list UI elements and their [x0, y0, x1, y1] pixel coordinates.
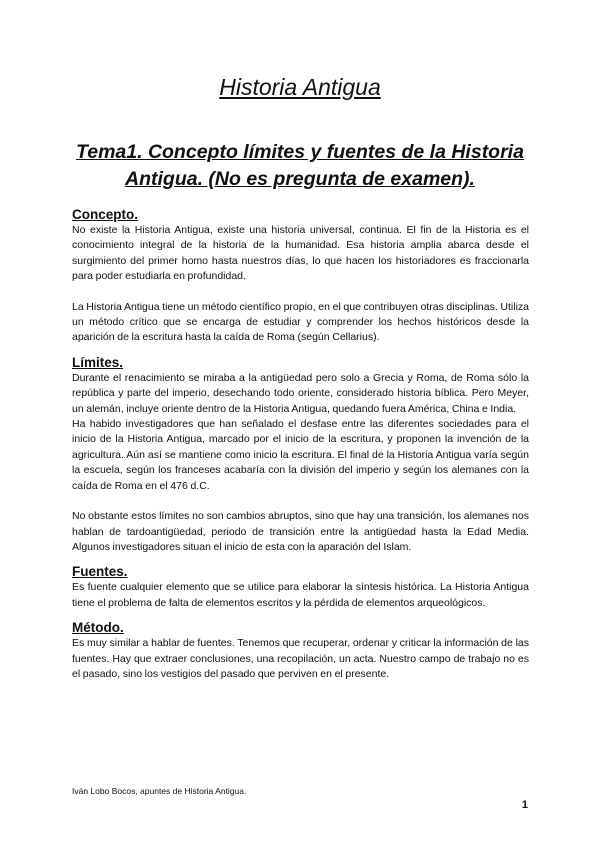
section-fuentes — [72, 563, 529, 611]
document-body — [72, 206, 529, 682]
section-heading: Límites. — [72, 354, 124, 370]
section-heading: Concepto. — [72, 207, 138, 222]
paragraph: Ha habido investigadores que han señalado el desfase entre las diferentes sociedades para el inicio de la Historia Antigua, marcado por el inicio de la escritura, y proponen la invención de la agricultura. Aún así se mantiene como inicio la escritura. El final de la Historia Antigua varía según la escuela, según los franceses acabaría con la división del imperio y según los alemanes con la caída de Roma en el 476 d.C. — [72, 418, 529, 492]
paragraph: No obstante estos límites no son cambios abruptos, sino que hay una transición, los alemanes nos hablan de tardoantigüedad, periodo de transición entre la antigüedad hasta la Edad Media. Algunos investigadores situan el inicio de esta con la aparación del Islam. — [72, 510, 529, 553]
section-heading: Método. — [72, 620, 124, 636]
section-limites — [72, 354, 529, 555]
section-heading: Fuentes. — [72, 564, 128, 580]
paragraph: Durante el renacimiento se miraba a la antigüedad pero solo a Grecia y Roma, de Roma sólo la república y parte del imperio, desechando todo oriente, considerado historia bíblica. Pero Meyer, un alemán, incluye oriente dentro de la Historia Antigua, quedando fuera América, China e India. — [72, 371, 529, 415]
footer-note: Iván Lobo Bocos, apuntes de Historia Antigua. — [72, 786, 247, 796]
section-metodo — [72, 619, 529, 682]
paragraph: No existe la Historia Antigua, existe una historia universal, continua. El fin de la Historia es el conocimiento integral de la historia de la humanidad. Esa historia amplia abarca desde el surgimiento del primer homo hasta nuestros días, lo que hacen los historiadores es fraccionarla para poder estudiarla en profundidad. — [72, 224, 529, 283]
topic-title: Tema1. Concepto límites y fuentes de la Historia Antigua. (No es pregunta de examen). — [76, 141, 524, 190]
document-title: Historia Antigua — [219, 74, 381, 100]
section-concepto — [72, 206, 529, 346]
paragraph: Es fuente cualquier elemento que se utilice para elaborar la síntesis histórica. La Historia Antigua tiene el problema de falta de elementos escritos y la pérdida de elementos arqueológicos. — [72, 581, 529, 609]
paragraph: Es muy similar a hablar de fuentes. Tenemos que recuperar, ordenar y criticar la información de las fuentes. Hay que extraer conclusiones, una recopilación, un acta. Nuestro campo de trabajo no es el pasado, sino los vestigios del pasado que perviven en el presente. — [72, 637, 529, 680]
paragraph: La Historia Antigua tiene un método científico propio, en el que contribuyen otras disciplinas. Utiliza un método crítico que se encarga de estudiar y comprender los hechos históricos desde la aparición de la escritura hasta la caída de Roma (según Cellarius). — [72, 300, 529, 344]
page-number: 1 — [521, 799, 528, 811]
